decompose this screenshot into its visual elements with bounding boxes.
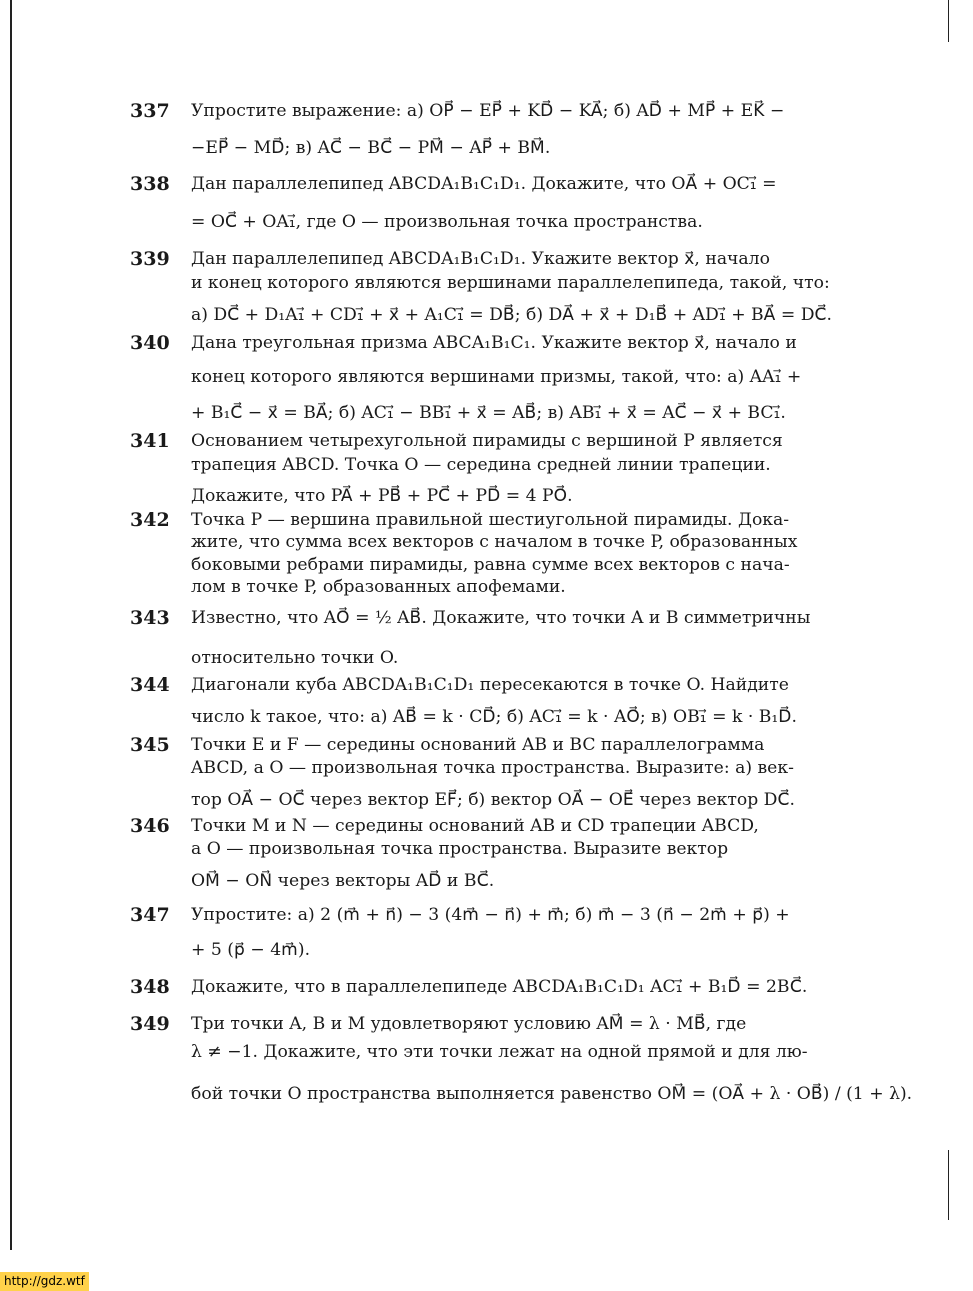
- problem-text-line: + B₁C⃗ − x⃗ = BA⃗; б) AC₁⃗ − BB₁⃗ + x⃗ = AB⃗; в) AB₁⃗ + x⃗ = AC⃗ − x⃗ + BC₁⃗.: [191, 403, 786, 423]
- problem-text-line: Известно, что AO⃗ = ½ AB⃗. Докажите, что точки A и B симметричны: [191, 608, 811, 628]
- problem-number: 346: [130, 815, 170, 837]
- right-scan-mark: [948, 0, 949, 42]
- watermark-link[interactable]: http://gdz.wtf: [0, 1272, 89, 1291]
- problem-text-line: и конец которого являются вершинами параллелепипеда, такой, что:: [191, 273, 830, 293]
- problem-text-line: Докажите, что PA⃗ + PB⃗ + PC⃗ + PD⃗ = 4 PO⃗.: [191, 486, 573, 506]
- problem-text-line: относительно точки O.: [191, 648, 399, 668]
- problem-text-line: Дан параллелепипед ABCDA₁B₁C₁D₁. Укажите вектор x⃗, начало: [191, 249, 770, 269]
- problem-number: 348: [130, 976, 170, 998]
- problem-text-line: число k такое, что: а) AB⃗ = k · CD⃗; б) AC₁⃗ = k · AO⃗; в) OB₁⃗ = k · B₁D⃗.: [191, 707, 797, 727]
- problem-number: 345: [130, 734, 170, 756]
- problem-text-line: Докажите, что в параллелепипеде ABCDA₁B₁C₁D₁ AC₁⃗ + B₁D⃗ = 2BC⃗.: [191, 977, 808, 997]
- problem-text-line: λ ≠ −1. Докажите, что эти точки лежат на одной прямой и для лю-: [191, 1042, 808, 1062]
- problem-text-line: Точки M и N — середины оснований AB и CD трапеции ABCD,: [191, 816, 759, 836]
- problem-text-line: Основанием четырехугольной пирамиды с вершиной P является: [191, 431, 783, 451]
- problem-text-line: бой точки O пространства выполняется равенство OM⃗ = (OA⃗ + λ · OB⃗) / (1 + λ).: [191, 1084, 913, 1104]
- problem-number: 342: [130, 509, 170, 531]
- problem-text-line: Упростите: а) 2 (m⃗ + n⃗) − 3 (4m⃗ − n⃗) + m⃗; б) m⃗ − 3 (n⃗ − 2m⃗ + p⃗) +: [191, 905, 790, 925]
- problem-number: 339: [130, 248, 170, 270]
- problem-text-line: Дан параллелепипед ABCDA₁B₁C₁D₁. Докажите, что OA⃗ + OC₁⃗ =: [191, 174, 777, 194]
- problem-text-line: Три точки A, B и M удовлетворяют условию AM⃗ = λ · MB⃗, где: [191, 1014, 747, 1034]
- problem-text-line: Точки E и F — середины оснований AB и BC параллелограмма: [191, 735, 765, 755]
- problem-number: 338: [130, 173, 170, 195]
- problem-text-line: а O — произвольная точка пространства. Выразите вектор: [191, 839, 729, 859]
- problem-number: 344: [130, 674, 170, 696]
- right-scan-mark-lower: [948, 1150, 949, 1220]
- problem-text-line: Диагонали куба ABCDA₁B₁C₁D₁ пересекаются в точке O. Найдите: [191, 675, 789, 695]
- problem-number: 349: [130, 1013, 170, 1035]
- problem-number: 340: [130, 332, 170, 354]
- problem-number: 341: [130, 430, 170, 452]
- problem-text-line: боковыми ребрами пирамиды, равна сумме всех векторов с нача-: [191, 555, 790, 575]
- problem-text-line: конец которого являются вершинами призмы, такой, что: а) AA₁⃗ +: [191, 367, 802, 387]
- problem-text-line: OM⃗ − ON⃗ через векторы AD⃗ и BC⃗.: [191, 871, 495, 891]
- problem-text-line: = OC⃗ + OA₁⃗, где O — произвольная точка пространства.: [191, 212, 703, 232]
- problem-text-line: + 5 (p⃗ − 4m⃗).: [191, 940, 311, 960]
- problem-text-line: жите, что сумма всех векторов с началом в точке P, образованных: [191, 532, 798, 552]
- problem-number: 337: [130, 100, 170, 122]
- problem-text-line: Точка P — вершина правильной шестиугольной пирамиды. Дока-: [191, 510, 790, 530]
- problem-text-line: тор OA⃗ − OC⃗ через вектор EF⃗; б) вектор OA⃗ − OE⃗ через вектор DC⃗.: [191, 790, 795, 810]
- problem-number: 343: [130, 607, 170, 629]
- problem-text-line: ABCD, а O — произвольная точка пространства. Выразите: а) век-: [191, 758, 794, 778]
- problem-text-line: трапеция ABCD. Точка O — середина средней линии трапеции.: [191, 455, 771, 475]
- problem-text-line: −EP⃗ − MD⃗; в) AC⃗ − BC⃗ − PM⃗ − AP⃗ + BM⃗.: [191, 138, 551, 158]
- problem-text-line: Упростите выражение: а) OP⃗ − EP⃗ + KD⃗ − KA⃗; б) AD⃗ + MP⃗ + EK⃗ −: [191, 101, 785, 121]
- problem-text-line: лом в точке P, образованных апофемами.: [191, 577, 566, 597]
- problem-number: 347: [130, 904, 170, 926]
- problem-text-line: Дана треугольная призма ABCA₁B₁C₁. Укажите вектор x⃗, начало и: [191, 333, 797, 353]
- problem-text-line: а) DC⃗ + D₁A₁⃗ + CD₁⃗ + x⃗ + A₁C₁⃗ = DB⃗; б) DA⃗ + x⃗ + D₁B⃗ + AD₁⃗ + BA⃗ = DC⃗.: [191, 305, 833, 325]
- left-scan-edge: [10, 0, 12, 1250]
